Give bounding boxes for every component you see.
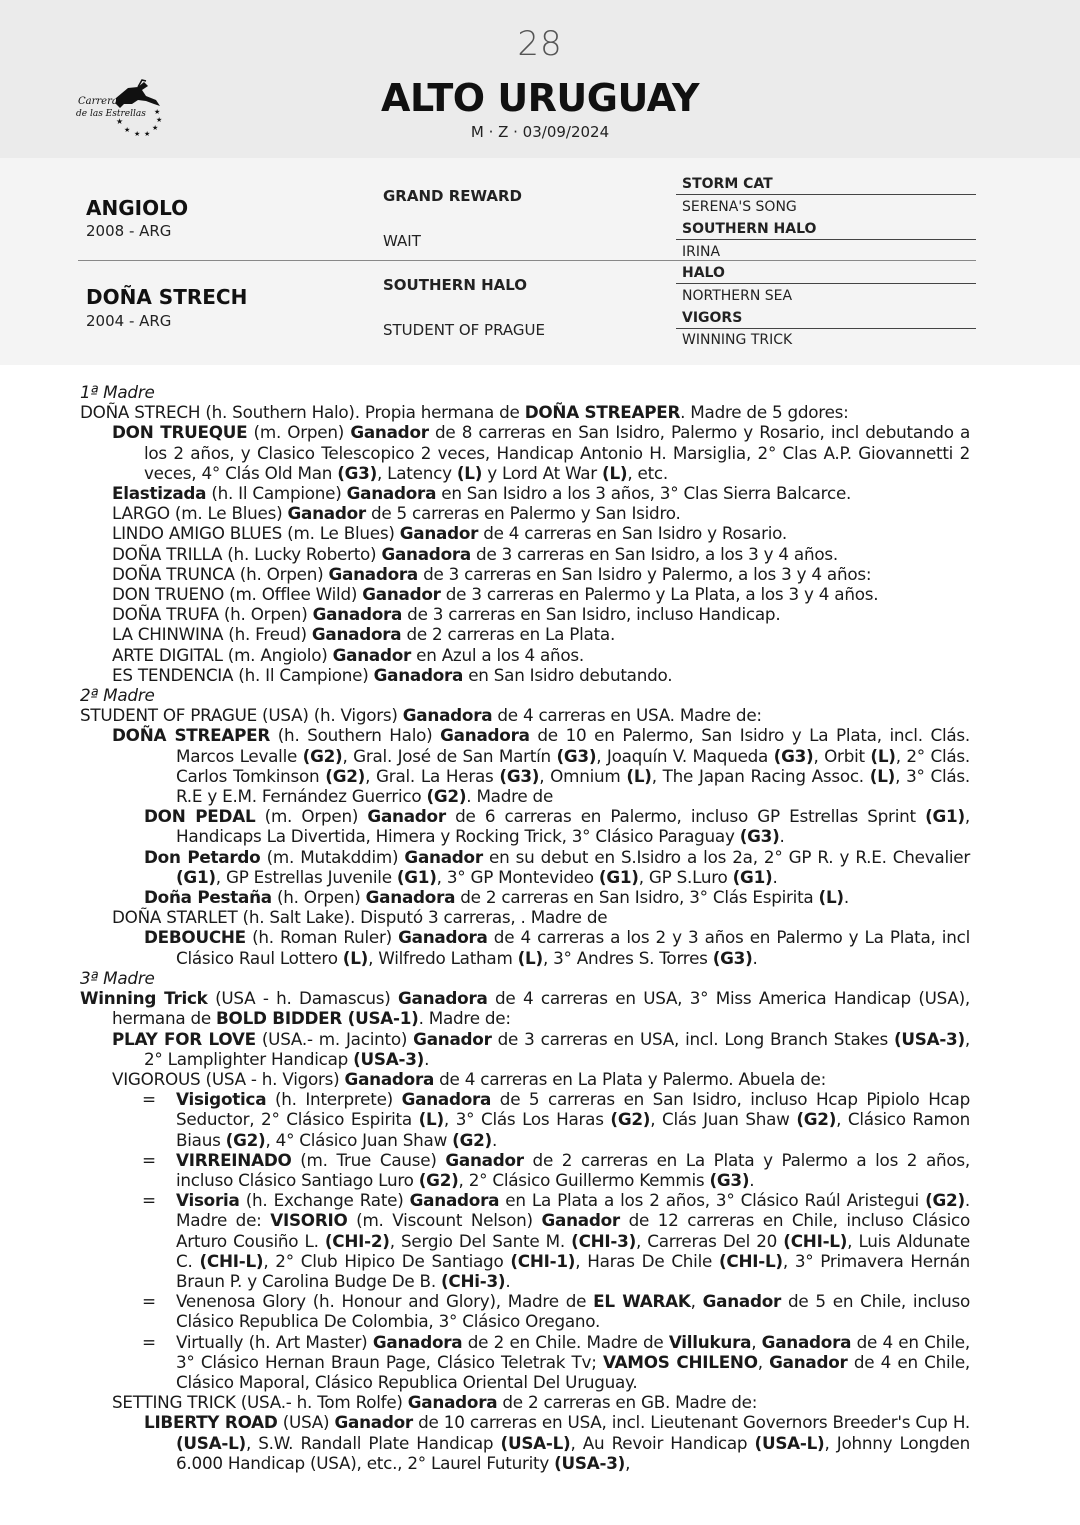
- logo-text-1: Carreras: [78, 96, 123, 107]
- produce-entry: DOÑA TRUNCA (h. Orpen) Ganadora de 3 carreras en San Isidro y Palermo, a los 3 y 4 años:: [112, 563, 872, 584]
- ggs-1: STORM CAT: [682, 176, 773, 192]
- dam-year: 2004 - ARG: [86, 312, 172, 330]
- produce-entry: ARTE DIGITAL (m. Angiolo) Ganador en Azul a los 4 años.: [112, 644, 585, 665]
- produce-record: [80, 382, 970, 1473]
- produce-entry: = Venenosa Glory (h. Honour and Glory), Madre de EL WARAK, Ganador de 5 en Chile, incluso Clásico Republica De Colombia, 3° Clásico Oregano.: [142, 1291, 970, 1332]
- ggs-line: [676, 194, 976, 195]
- pedigree-table: [0, 158, 1080, 365]
- ggs-3: SOUTHERN HALO: [682, 221, 817, 237]
- produce-entry: LARGO (m. Le Blues) Ganador de 5 carreras en Palermo y San Isidro.: [112, 503, 681, 524]
- ggs-8: WINNING TRICK: [682, 332, 793, 348]
- produce-entry: = Virtually (h. Art Master) Ganadora de 2 en Chile. Madre de Villukura, Ganadora de 4 en Chile, 3° Clásico Hernan Braun Page, Clásico Teletrak Tv; VAMOS CHILENO, Ganador de 4 en Chile, Clásico Maporal, Clásico Republica Oriental Del Uruguay.: [142, 1331, 971, 1392]
- horse-meta: M · Z · 03/09/2024: [470, 123, 610, 141]
- ggs-7: VIGORS: [682, 310, 743, 326]
- svg-text:★: ★: [152, 124, 159, 132]
- produce-entry: LINDO AMIGO BLUES (m. Le Blues) Ganador de 4 carreras en San Isidro y Rosario.: [112, 523, 787, 544]
- produce-entry: ES TENDENCIA (h. Il Campione) Ganadora en San Isidro debutando.: [112, 664, 673, 685]
- ggs-5: HALO: [682, 265, 725, 281]
- grandsire-2: SOUTHERN HALO: [383, 276, 528, 294]
- header: [0, 0, 1080, 158]
- produce-entry: = VIRREINADO (m. True Cause) Ganador de 2 carreras en La Plata y Palermo a los 2 años, incluso Clásico Santiago Luro (G2), 2° Clásico Guillermo Kemmis (G3).: [142, 1149, 970, 1190]
- produce-entry: VIGOROUS (USA - h. Vigors) Ganadora de 4 carreras en La Plata y Palermo. Abuela de:: [112, 1068, 826, 1089]
- logo-text-2: de las Estrellas: [76, 109, 146, 119]
- produce-entry: = Visoria (h. Exchange Rate) Ganadora en La Plata a los 2 años, 3° Clásico Raúl Aristegui (G2). Madre de: VISORIO (m. Viscount Nelson) Ganador de 12 carreras en Chile, incluso Clásico Arturo Cousiño L. (CHI-2), Sergio Del Sante M. (CHI-3), Carreras Del 20 (CHI-L), Luis Aldunate C. (CHI-L), 2° Club Hipico De Santiago (CHI-1), Haras De Chile (CHI-L), 3° Primavera Hernán Braun P. y Carolina Budge De B. (CHi-3).: [142, 1190, 970, 1291]
- dam-entry: Winning Trick (USA - h. Damascus) Ganadora de 4 carreras en USA, 3° Miss America Handicap (USA), hermana de BOLD BIDDER (USA-1). Madre de:: [80, 988, 970, 1029]
- ggs-6: NORTHERN SEA: [682, 288, 793, 304]
- horse-name: ALTO URUGUAY: [381, 76, 699, 120]
- produce-entry: DON TRUEQUE (m. Orpen) Ganador de 8 carreras en San Isidro, Palermo y Rosario, incl debutando a los 2 años, y Clasico Telescopico 2 veces, Handicap Antonio H. Marsiglia, 2° Clas A.P. Giovannetti 2 veces, 4° Clás Old Man (G3), Latency (L) y Lord At War (L), etc.: [112, 422, 970, 483]
- produce-entry: DON PEDAL (m. Orpen) Ganador de 6 carreras en Palermo, incluso GP Estrellas Sprint (G1), Handicaps La Divertida, Himera y Rocking Trick, 3° Clásico Paraguay (G3).: [144, 806, 970, 847]
- produce-entry: DOÑA STREAPER (h. Southern Halo) Ganadora de 10 en Palermo, San Isidro y La Plata, incl. Clás. Marcos Levalle (G2), Gral. José de San Martín (G3), Joaquín V. Maqueda (G3), Orbit (L), 2° Clás. Carlos Tomkinson (G2), Gral. La Heras (G3), Omnium (L), The Japan Racing Assoc. (L), 3° Clás. R.E y E.M. Fernández Guerrico (G2). Madre de: [112, 725, 971, 807]
- dam-entry: STUDENT OF PRAGUE (USA) (h. Vigors) Ganadora de 4 carreras en USA. Madre de:: [80, 705, 762, 726]
- granddam-1: WAIT: [383, 232, 421, 250]
- dam-entry: DOÑA STRECH (h. Southern Halo). Propia hermana de DOÑA STREAPER. Madre de 5 gdores:: [80, 402, 849, 423]
- produce-entry: DOÑA TRUFA (h. Orpen) Ganadora de 3 carreras en San Isidro, incluso Handicap.: [112, 604, 781, 625]
- sire-year: 2008 - ARG: [86, 222, 172, 240]
- svg-text:★: ★: [156, 116, 163, 124]
- granddam-2: STUDENT OF PRAGUE: [383, 321, 545, 339]
- ggs-line: [676, 283, 976, 284]
- produce-entry: DON TRUENO (m. Offlee Wild) Ganador de 3 carreras en Palermo y La Plata, a los 3 y 4 años.: [112, 584, 879, 605]
- svg-text:★: ★: [144, 130, 151, 138]
- section-heading: 1ª Madre: [80, 382, 155, 402]
- ggs-4: IRINA: [682, 244, 721, 260]
- produce-entry: SETTING TRICK (USA.- h. Tom Rolfe) Ganadora de 2 carreras en GB. Madre de:: [112, 1392, 758, 1413]
- produce-entry: DOÑA STARLET (h. Salt Lake). Disputó 3 carreras, . Madre de: [112, 907, 608, 928]
- svg-text:★: ★: [134, 130, 141, 138]
- dam-name: DOÑA STRECH: [86, 285, 248, 309]
- ggs-line: [676, 239, 976, 240]
- produce-entry: = Visigotica (h. Interprete) Ganadora de 5 carreras en San Isidro, incluso Hcap Pipiolo Hcap Seductor, 2° Clásico Espirita (L), 3° Clás Los Haras (G2), Clás Juan Shaw (G2), Clásico Ramon Biaus (G2), 4° Clásico Juan Shaw (G2).: [142, 1089, 971, 1150]
- pedigree-divider: [78, 260, 976, 261]
- produce-entry: Doña Pestaña (h. Orpen) Ganadora de 2 carreras en San Isidro, 3° Clás Espirita (L).: [144, 887, 849, 908]
- ggs-line: [676, 328, 976, 329]
- section-heading: 3ª Madre: [80, 967, 155, 988]
- produce-entry: DEBOUCHE (h. Roman Ruler) Ganadora de 4 carreras a los 2 y 3 años en Palermo y La Plata, incl Clásico Raul Lottero (L), Wilfredo Latham (L), 3° Andres S. Torres (G3).: [144, 927, 970, 968]
- carreras-logo: [76, 74, 176, 154]
- produce-entry: Don Petardo (m. Mutakddim) Ganador en su debut en S.Isidro a los 2a, 2° GP R. y R.E. Chevalier (G1), GP Estrellas Juvenile (G1), 3° GP Montevideo (G1), GP S.Luro (G1).: [144, 846, 970, 887]
- produce-entry: Elastizada (h. Il Campione) Ganadora en San Isidro a los 3 años, 3° Clas Sierra Balcarce.: [112, 483, 852, 504]
- svg-text:★: ★: [154, 108, 161, 116]
- produce-entry: PLAY FOR LOVE (USA.- m. Jacinto) Ganador de 3 carreras en USA, incl. Long Branch Stakes (USA-3), 2° Lamplighter Handicap (USA-3).: [112, 1028, 970, 1069]
- section-heading: 2ª Madre: [80, 685, 155, 706]
- sire-name: ANGIOLO: [86, 196, 189, 220]
- ggs-2: SERENA'S SONG: [682, 199, 797, 215]
- produce-entry: LIBERTY ROAD (USA) Ganador de 10 carreras en USA, incl. Lieutenant Governors Breeder's Cup H. (USA-L), S.W. Randall Plate Handicap (USA-L), Au Revoir Handicap (USA-L), Johnny Longden 6.000 Handicap (USA), etc., 2° Laurel Futurity (USA-3),: [144, 1412, 971, 1473]
- lot-number: 28: [517, 24, 563, 64]
- svg-text:★: ★: [116, 117, 124, 126]
- grandsire-1: GRAND REWARD: [383, 187, 522, 205]
- svg-text:★: ★: [124, 126, 131, 134]
- produce-entry: LA CHINWINA (h. Freud) Ganadora de 2 carreras en La Plata.: [112, 624, 616, 645]
- produce-entry: DOÑA TRILLA (h. Lucky Roberto) Ganadora de 3 carreras en San Isidro, a los 3 y 4 años.: [112, 543, 838, 564]
